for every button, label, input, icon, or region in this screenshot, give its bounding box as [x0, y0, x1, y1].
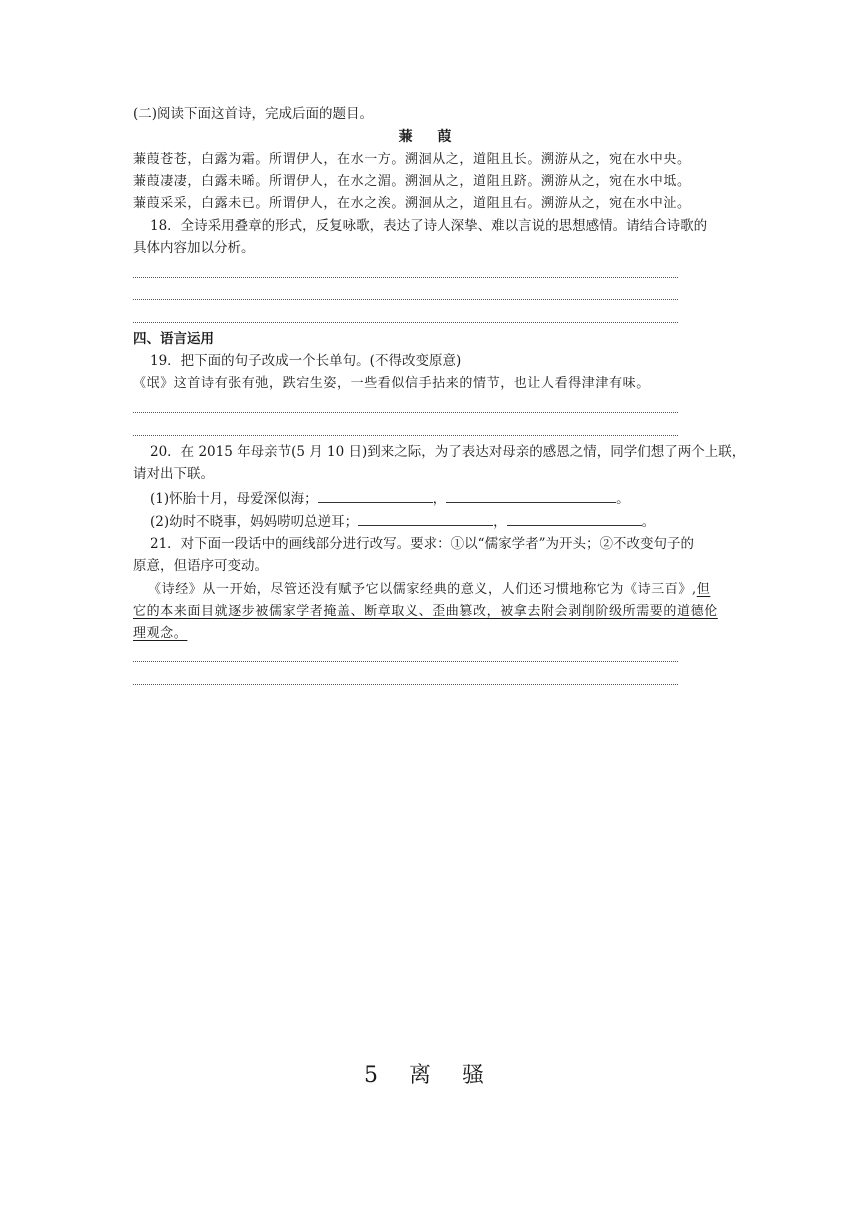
- question-20-line-1: 20．在 2015 年母亲节(5 月 10 日)到来之际，为了表达对母亲的感恩之情，同学们想了两个上联，: [150, 444, 746, 460]
- poem-line-3: 蒹葭采采，白露未已。所谓伊人，在水之涘。溯洄从之，道阻且右。溯游从之，宛在水中沚。: [133, 196, 691, 211]
- question-18-line-2: 具体内容加以分析。: [133, 240, 255, 256]
- poem-line-1: 蒹葭苍苍，白露为霜。所谓伊人，在水一方。溯洄从之，道阻且长。溯游从之，宛在水中央。: [133, 152, 691, 167]
- underlined-text: 理观念。: [133, 626, 188, 641]
- poem-line-2: 蒹葭凄凄，白露未晞。所谓伊人，在水之湄。溯洄从之，道阻且跻。溯游从之，宛在水中坻。: [133, 174, 691, 189]
- passage-line-3: [133, 624, 187, 644]
- fill-blank[interactable]: [446, 488, 616, 503]
- comma-mark: ，: [432, 491, 447, 507]
- passage-text: 《诗经》从一开始，尽管还没有赋予它以儒家经典的意义，人们还习惯地称它为《诗三百》,: [148, 582, 697, 597]
- answer-line[interactable]: [133, 684, 678, 685]
- question-21-line-2: 原意，但语序可变动。: [133, 558, 268, 574]
- answer-line[interactable]: [133, 277, 678, 278]
- period-mark: 。: [641, 514, 656, 530]
- period-mark: 。: [616, 491, 630, 507]
- answer-line[interactable]: [133, 412, 678, 413]
- question-21-line-1: 21．对下面一段话中的画线部分进行改写。要求：①以“儒家学者”为开头；②不改变句子的: [150, 536, 694, 552]
- passage-line-1: [148, 580, 710, 600]
- passage-line-2: [133, 602, 718, 622]
- answer-line[interactable]: [133, 322, 678, 323]
- fill-blank[interactable]: [358, 511, 493, 526]
- section-heading: 四、语言运用: [133, 331, 214, 347]
- section-intro: (二)阅读下面这首诗，完成后面的题目。: [133, 106, 374, 122]
- question-18-line-1: 18．全诗采用叠章的形式，反复咏歌，表达了诗人深挚、难以言说的思想感情。请结合诗歌的: [150, 218, 708, 234]
- answer-line[interactable]: [133, 661, 678, 662]
- poem-title: 蒹 葭: [398, 129, 462, 145]
- question-20-item-1: [150, 488, 630, 509]
- fill-blank[interactable]: [318, 488, 433, 503]
- question-20-item-2: [150, 511, 655, 532]
- question-19: 19．把下面的句子改成一个长单句。(不得改变原意): [150, 353, 462, 369]
- couplet-prompt: (2)幼时不晓事，妈妈唠叨总逆耳；: [150, 514, 359, 530]
- comma-mark: ，: [493, 514, 507, 530]
- answer-line[interactable]: [133, 435, 678, 436]
- chapter-title: 5 离 骚: [364, 1063, 496, 1088]
- underlined-text: 它的本来面目就逐步被儒家学者掩盖、断章取义、歪曲篡改，被拿去附会剥削阶级所需要的道德伦: [133, 604, 718, 619]
- question-19-sentence: 《氓》这首诗有张有弛，跌宕生姿，一些看似信手拈来的情节，也让人看得津津有味。: [133, 376, 650, 391]
- fill-blank[interactable]: [507, 511, 642, 526]
- answer-line[interactable]: [133, 299, 678, 300]
- question-20-line-2: 请对出下联。: [133, 466, 214, 482]
- underlined-text: 但: [696, 582, 711, 597]
- couplet-prompt: (1)怀胎十月，母爱深似海；: [150, 491, 318, 507]
